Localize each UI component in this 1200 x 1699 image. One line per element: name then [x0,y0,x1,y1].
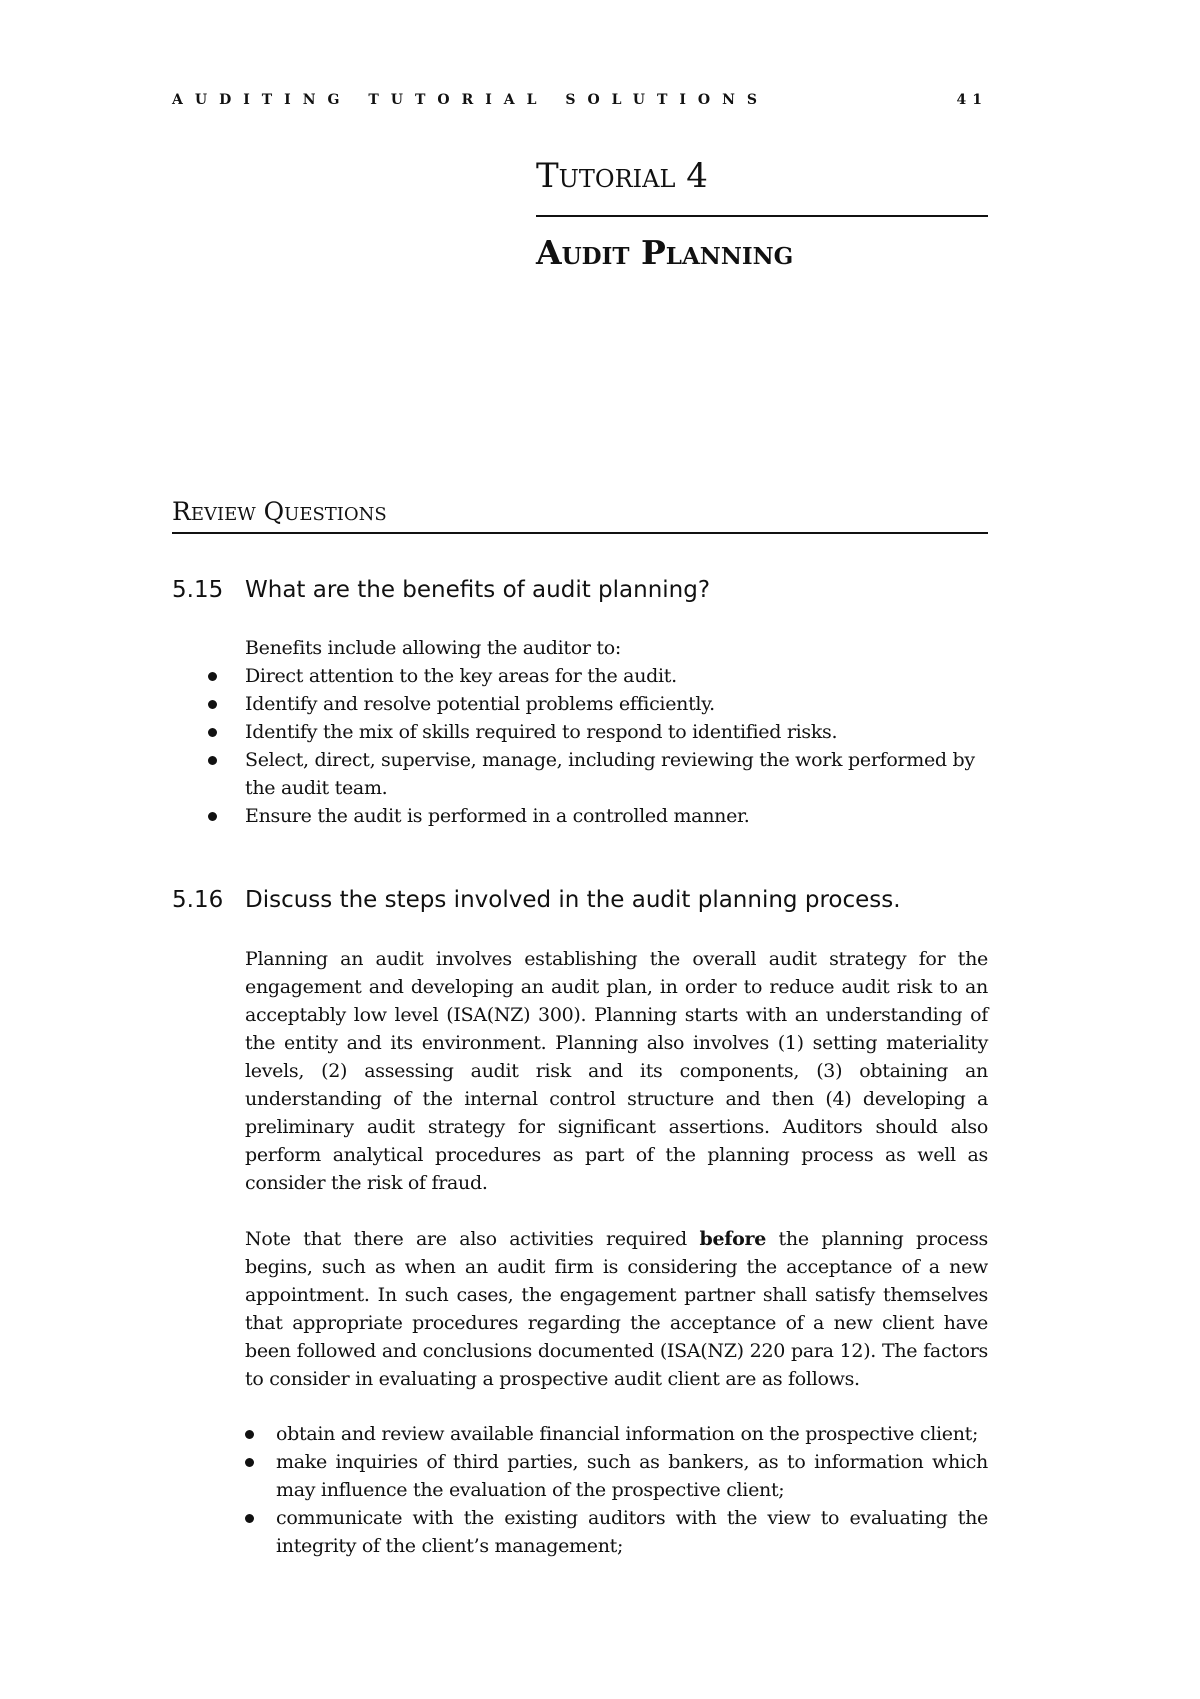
tutorial-label: Tutorial 4 [536,156,708,196]
answer-paragraph: Planning an audit involves establishing the overall audit strategy for the engagement and developing an audit plan, in order to reduce audit risk to an acceptably low level (ISA(NZ) 300). Planning starts with an understanding of the entity and its environment. Planning also involves (1) setting materiality levels, (2) assessing audit risk and its components, (3) obtaining an understanding of the internal control structure and then (4) developing a preliminary audit strategy for significant assertions. Auditors should also perform analytical procedures as part of the planning process as well as consider the risk of fraud. [245,948,988,1194]
book-title: AUDITING TUTORIAL SOLUTIONS [172,92,770,108]
list-item: Ensure the audit is performed in a controlled manner. [245,802,988,830]
list-item: Direct attention to the key areas for the audit. [245,662,988,690]
factors-block [276,1420,988,1560]
list-item: Identify the mix of skills required to respond to identified risks. [245,718,988,746]
bullet-icon [208,756,217,765]
answer-block [245,634,988,830]
tutorial-topic: Audit Planning [536,233,794,272]
answer-paragraph: Note that there are also activities required before the planning process begins, such as when an audit firm is considering the acceptance of a new appointment. In such cases, the engagement partner shall satisfy themselves that appropriate procedures regarding the acceptance of a new client have been followed and conclusions documented (ISA(NZ) 220 para 12). The factors to consider in evaluating a prospective audit client are as follows. [245,1228,988,1390]
bullet-icon [208,812,217,821]
benefits-list [245,662,988,830]
question-text: What are the benefits of audit planning? [245,577,711,603]
question-text: Discuss the steps involved in the audit planning process. [245,887,901,913]
list-item: Identify and resolve potential problems efficiently. [245,690,988,718]
list-item: communicate with the existing auditors with the view to evaluating the integrity of the client’s management; [276,1504,988,1560]
bullet-icon [245,1458,254,1467]
bullet-icon [208,728,217,737]
list-item: Select, direct, supervise, manage, including reviewing the work performed by the audit team. [245,746,988,802]
bullet-icon [208,672,217,681]
section-rule [172,532,988,534]
list-item: make inquiries of third parties, such as bankers, as to information which may influence the evaluation of the prospective client; [276,1448,988,1504]
emphasis-text: before [699,1228,766,1250]
list-item: obtain and review available financial information on the prospective client; [276,1420,988,1448]
question-number: 5.15 [172,577,224,603]
factors-list [276,1420,988,1560]
bullet-icon [245,1514,254,1523]
heading-rule [536,215,988,217]
question-number: 5.16 [172,887,224,913]
bullet-icon [208,700,217,709]
running-header [172,92,988,114]
bullet-icon [245,1430,254,1439]
section-title: Review Questions [172,497,387,526]
answer-intro: Benefits include allowing the auditor to: [245,637,621,659]
question-heading [172,575,988,605]
page-number: 41 [956,92,988,108]
question-heading [172,885,988,915]
